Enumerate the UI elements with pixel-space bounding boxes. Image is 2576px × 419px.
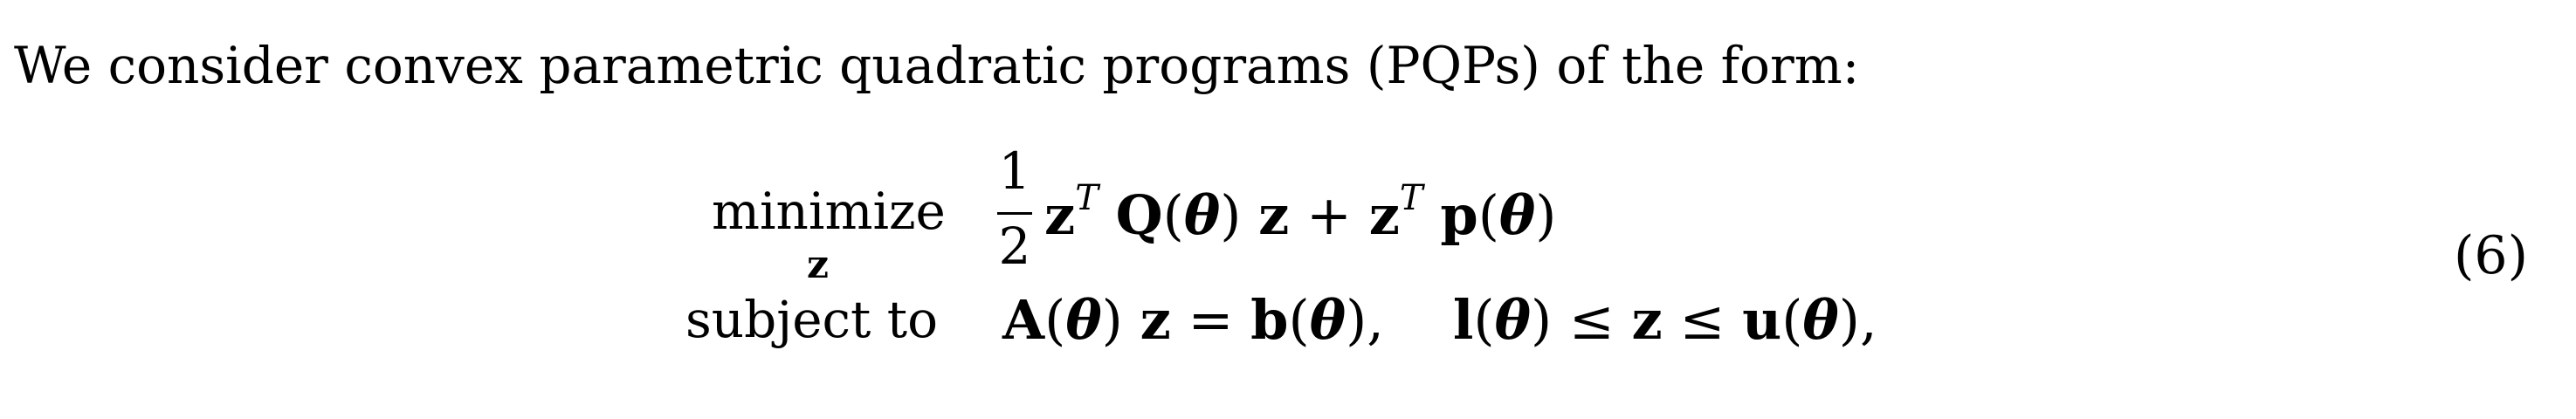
intro-paragraph: We consider convex parametric quadratic programs (PQPs) of the form: (14, 36, 1860, 95)
fraction-one-half (995, 141, 1034, 290)
fraction-numerator: 1 (998, 141, 1031, 201)
fraction-denominator: 2 (998, 216, 1031, 276)
minimize-variable: z (807, 243, 829, 287)
fraction-bar (997, 212, 1032, 215)
constraint-expression: A(θ) z = b(θ), l(θ) ≤ z ≤ u(θ), (1002, 288, 1877, 352)
subject-to-label: subject to (685, 290, 939, 349)
objective-expression: $z^T$ Q(θ) $z + z^T$ p(θ) (1044, 178, 1557, 247)
minimize-operator: minimize (712, 182, 946, 241)
equation-number: (6) (2454, 225, 2528, 286)
